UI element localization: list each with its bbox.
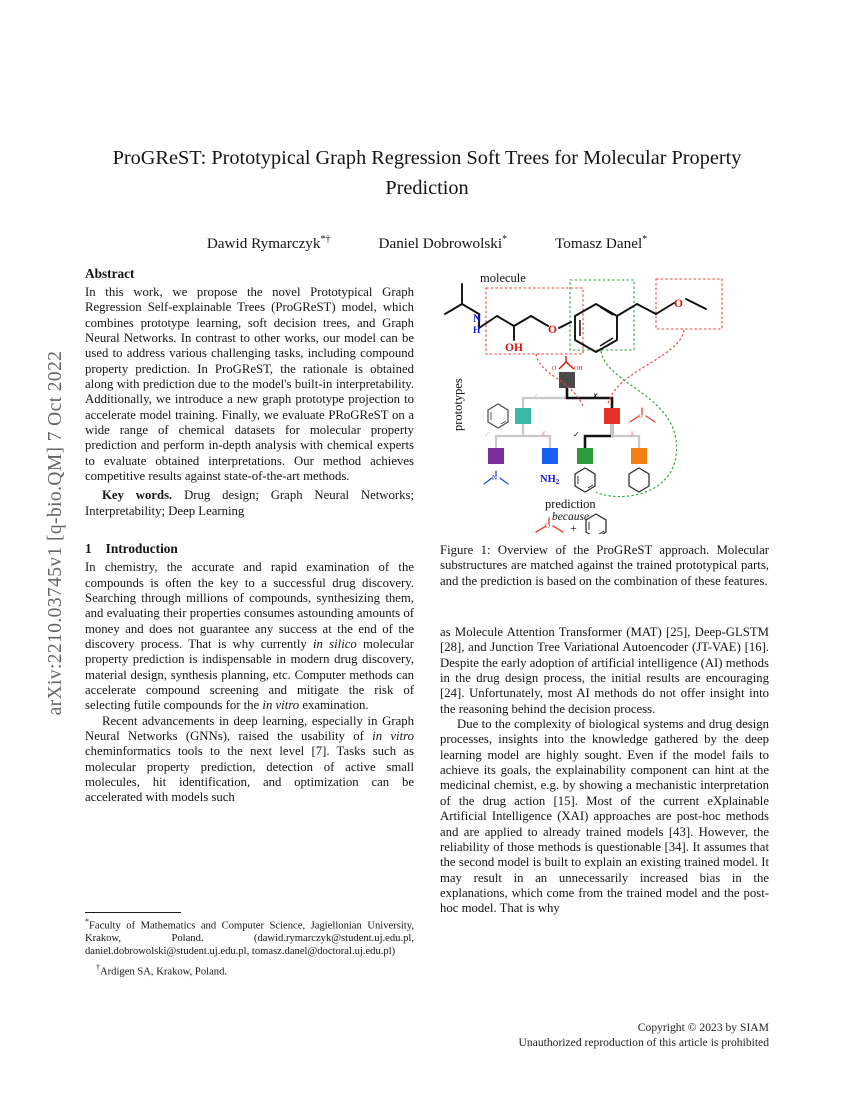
footnote-dagger-text: Ardigen SA, Krakow, Poland.	[100, 966, 228, 978]
abstract-heading: Abstract	[85, 266, 135, 281]
abstract-text: In this work, we propose the novel Prototypical Graph Regression Self-explainable Trees (ProGReST) model, which combines prototype learning, soft decision trees, and Graph Neural Networks. In contrast to other works, our model can be used to address various challenging tasks, including compound property prediction. In ProGReST, the rationale is obtained along with prediction due to the model's built-in interpretability. Additionally, we introduce a new graph prototype projection to accelerate model training. Finally, we evaluate PRoGReST on a wide range of chemical datasets for molecular property prediction and perform in-depth analysis with chemical experts to evaluate obtained interpretations. Our method achieves competitive results against state-of-the-art methods.	[85, 285, 414, 484]
tree-edges-level-2	[496, 424, 639, 448]
author-1-marks: *†	[320, 234, 331, 245]
tree-edge-cross-3: ✗	[629, 430, 636, 439]
tree-edge-check-2: ✓	[484, 430, 491, 439]
prototype-fragment-benzene-teal	[488, 404, 508, 428]
highlight-box-red-right	[656, 279, 722, 329]
intro-p1-italic-2: in vitro	[262, 698, 300, 713]
intro-paragraph-4: Due to the complexity of biological systems and drug design processes, insights into the knowledge gathered by the deep learning model are highly sought. Even if the model fails to achieve its goals, the explainability component can hint at the medicinal chemist, e.g. by showing a mechanistic interpretation of the drug action [15]. Most of the current eXplainable Artificial Intelligence (XAI) approaches are post-hoc methods and are applied to already trained models [43]. However, the reliability of those methods is questionable [34]. It assumes that the second model is built to explain an existing trained model. It may result in an unnecessarily increased bias in the explanations, which come from the trained model and the post-hoc model. That is why	[440, 717, 769, 916]
highlight-box-red-left	[486, 288, 583, 354]
prototype-fragment-ether-O: O	[638, 413, 643, 420]
left-column	[85, 266, 414, 917]
figure-1-caption: Figure 1: Overview of the ProGReST approach. Molecular substructures are matched against the trained prototypical parts, and the prediction is based on the combination of these features.	[440, 543, 769, 588]
leaf-fragment-NH2: NH2	[540, 474, 560, 486]
author-1-name: Dawid Rymarczyk	[206, 235, 321, 253]
column-spacer	[440, 589, 769, 625]
figure-label-molecule: molecule	[480, 271, 526, 285]
figure-label-prototypes: prototypes	[451, 378, 465, 431]
footnote-affiliation-star	[85, 916, 414, 958]
atom-label-H: H	[473, 326, 481, 336]
tree-edge-check-3: ✓	[573, 430, 580, 439]
leaf-fragment-benzene	[575, 468, 595, 492]
author-1	[207, 234, 331, 253]
intro-paragraph-3: as Molecule Attention Transformer (MAT) [25], Deep-GLSTM [28], and Junction Tree Variational Autoencoder (JT-VAE) [16]. Despite the early adoption of artificial intelligence (AI) methods in the drug design process, the initial results are encouraging [24]. Unfortunately, most AI methods do not offer insight into the reasoning behind the decision process.	[440, 625, 769, 716]
author-3	[555, 234, 647, 253]
copyright-line-2: Unauthorized reproduction of this article is prohibited	[518, 1035, 769, 1049]
figure-label-because: because	[552, 511, 590, 523]
prediction-plus-sign: +	[570, 521, 577, 534]
atom-label-O-ether-left: O	[548, 324, 557, 336]
atom-label-N: N	[473, 313, 482, 325]
section-heading-introduction	[85, 541, 414, 557]
intro-paragraph-1	[85, 560, 414, 713]
figure-1-graphic	[440, 266, 769, 534]
benzene-ring-molecule	[575, 304, 617, 352]
molecule-bonds-right	[617, 299, 706, 316]
intro-p2-part-b: cheminformatics tools to the next level [7]. Tasks such as molecular property prediction, detection of active small molecules, hit identification, and optimization can be accelerated with models such	[85, 744, 414, 805]
title-block	[85, 0, 769, 253]
footnote-dagger-marker: †	[96, 962, 100, 972]
author-list	[85, 234, 769, 253]
tree-node-blue	[542, 448, 558, 464]
tree-node-red	[604, 408, 620, 424]
keywords-text: Drug design; Graph Neural Networks; Interpretability; Deep Learning	[85, 488, 415, 518]
intro-p2-italic-1: in vitro	[372, 728, 414, 743]
root-fragment-OH: OH	[574, 366, 583, 372]
author-2-name: Daniel Dobrowolski	[378, 235, 503, 253]
paper-page	[85, 0, 769, 1100]
intro-p1-part-b: molecular property prediction is indispensable in modern drug discovery, material design, synthesis planning, etc. Computer methods can accelerate compound screening and mitigate the risk of selecting futile compounds for the	[85, 636, 415, 713]
footnote-affiliation-dagger	[85, 962, 414, 979]
copyright-block	[85, 1021, 769, 1050]
intro-p1-part-c: examination.	[299, 698, 369, 713]
footnote-star-text: Faculty of Mathematics and Computer Science, Jagiellonian University, Krakow, Poland. (dawid.rymarczyk@student.uj.edu.pl, daniel.dobrowolski@student.uj.edu.pl, tomasz.danel@doctoral.uj.edu.pl)	[85, 920, 414, 957]
keywords-label: Key words.	[102, 488, 173, 503]
atom-label-O-ether-right: O	[674, 298, 683, 310]
leaf-fragment-N: N	[492, 474, 498, 482]
figure-label-prediction: prediction	[545, 497, 596, 511]
atom-label-OH: OH	[505, 342, 523, 354]
footnote-block	[85, 912, 414, 979]
intro-p2-part-a: Recent advancements in deep learning, especially in Graph Neural Networks (GNNs), raised the usability of	[85, 713, 414, 743]
tree-node-orange	[631, 448, 647, 464]
highlight-box-green-ring	[570, 280, 634, 350]
tree-node-green	[577, 448, 593, 464]
prediction-fragment-O: O	[545, 522, 551, 530]
right-column	[440, 266, 769, 917]
two-column-body	[85, 266, 769, 917]
footnote-star-marker: *	[85, 917, 89, 926]
copyright-line-1: Copyright © 2023 by SIAM	[637, 1021, 769, 1034]
author-2	[379, 234, 508, 253]
tree-node-purple	[488, 448, 504, 464]
figure-1	[440, 266, 769, 589]
tree-edge-check-1: ✓	[532, 392, 539, 401]
keywords-line	[85, 488, 414, 519]
footnote-rule	[85, 912, 181, 913]
section-number: 1	[85, 541, 92, 557]
tree-edge-cross-1: ✗	[592, 392, 599, 401]
tree-node-teal	[515, 408, 531, 424]
leaf-fragment-cyclohexane	[629, 468, 649, 492]
root-fragment-O: O	[552, 366, 557, 372]
tree-node-root	[559, 372, 575, 388]
section-title: Introduction	[105, 541, 178, 557]
author-3-marks: *	[642, 234, 648, 245]
intro-paragraph-2	[85, 714, 414, 806]
page-title: ProGReST: Prototypical Graph Regression Soft Trees for Molecular Property Prediction	[112, 147, 742, 199]
tree-edge-cross-2: ✗	[540, 430, 547, 439]
root-prototype-fragment	[552, 356, 583, 372]
arxiv-stamp: arXiv:2210.03745v1 [q-bio.QM] 7 Oct 2022	[45, 350, 66, 716]
match-curve-red-2	[608, 330, 684, 404]
intro-p1-part-a: In chemistry, the accurate and rapid examination of the compounds is often the key to a successful drug discovery. Searching through millions of compounds, synthesizing them, and evaluating their properties consumes astounding amounts of money and does not guarantee any success at the end of the discovery process. That is why currently	[85, 560, 414, 651]
author-3-name: Tomasz Danel	[555, 235, 643, 253]
author-2-marks: *	[502, 234, 508, 245]
intro-p1-italic-1: in silico	[313, 636, 357, 651]
